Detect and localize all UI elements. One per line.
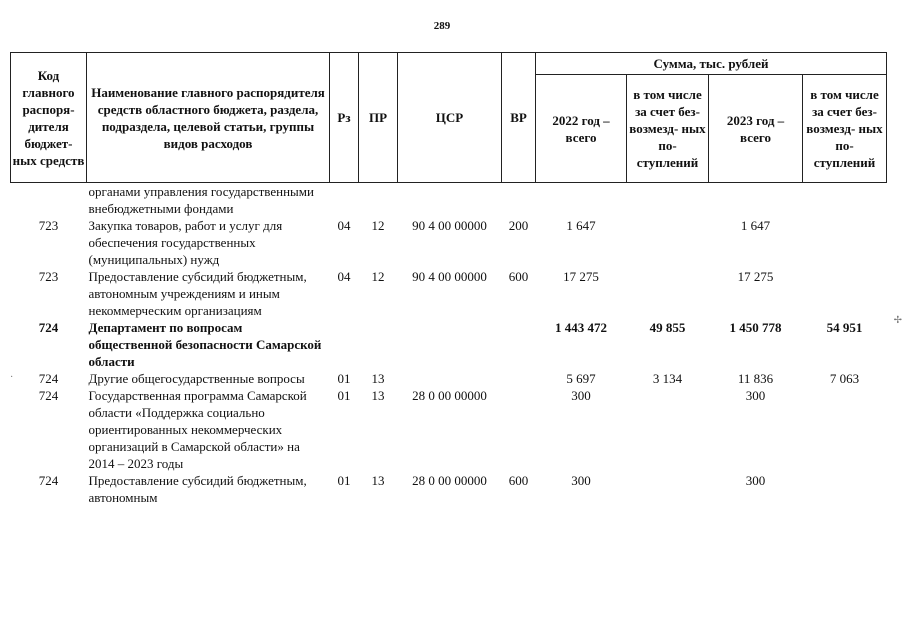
cell-pr: 12 xyxy=(371,269,385,284)
cell-2023-gratuitous: 7 063 xyxy=(829,371,860,386)
cell-2023-gratuitous xyxy=(803,217,887,268)
cell-pr: 13 xyxy=(371,388,385,403)
cell-pr: 13 xyxy=(371,473,385,488)
cell-vr: 200 xyxy=(508,218,529,233)
cell-rz xyxy=(330,319,359,370)
cell-2022-gratuitous: 49 855 xyxy=(649,320,686,335)
cell-2023-gratuitous xyxy=(803,268,887,319)
cell-name: Закупка товаров, работ и услуг для обеспечения государственных (муниципальных) нужд xyxy=(88,218,283,267)
header-csr: ЦСР xyxy=(398,53,502,183)
cell-csr xyxy=(398,183,502,218)
table-row xyxy=(11,268,887,319)
header-rz: Рз xyxy=(330,53,359,183)
cell-code: 724 xyxy=(38,473,59,488)
cell-pr xyxy=(359,183,398,218)
table-row xyxy=(11,183,887,218)
cell-2023-total: 1 450 778 xyxy=(729,320,782,335)
cell-2023-total: 17 275 xyxy=(737,269,774,284)
cell-csr: 28 0 00 00000 xyxy=(412,473,487,488)
cell-rz: 01 xyxy=(337,473,351,488)
cell-rz: 01 xyxy=(337,371,351,386)
cell-2023-total xyxy=(709,183,803,218)
cell-2022-gratuitous: 3 134 xyxy=(652,371,683,386)
cell-vr xyxy=(502,319,536,370)
cell-pr xyxy=(359,319,398,370)
cell-pr: 13 xyxy=(371,371,385,386)
cell-2022-gratuitous xyxy=(627,268,709,319)
cell-2022-total: 300 xyxy=(571,388,591,403)
cell-csr: 90 4 00 00000 xyxy=(412,218,487,233)
cell-2022-gratuitous xyxy=(627,217,709,268)
cell-name: Департамент по вопросам общественной безопасности Самарской области xyxy=(88,320,322,369)
cell-code: 723 xyxy=(38,269,59,284)
table-row xyxy=(11,387,887,472)
table-row xyxy=(11,319,887,370)
cell-vr: 600 xyxy=(508,269,529,284)
cell-2022-total: 1 443 472 xyxy=(555,320,607,335)
cell-vr: 600 xyxy=(508,473,529,488)
cell-name: органами управления государственными внебюджетными фондами xyxy=(88,184,314,216)
header-2023-gratuitous: в том числе за счет без- возмезд- ных по- ступлений xyxy=(803,75,887,183)
cell-2022-total: 1 647 xyxy=(566,218,596,233)
table-row xyxy=(11,472,887,506)
cell-csr xyxy=(398,319,502,370)
header-code: Код главного распоря- дителя бюджет- ных средств xyxy=(11,53,87,183)
budget-table xyxy=(10,52,887,506)
cell-2022-gratuitous xyxy=(627,387,709,472)
cell-code xyxy=(11,183,87,218)
cell-name: Предоставление субсидий бюджетным, автономным xyxy=(88,473,307,505)
cell-2022-total: 5 697 xyxy=(566,371,596,386)
scan-mark: · xyxy=(10,372,14,383)
cell-vr xyxy=(502,183,536,218)
header-pr: ПР xyxy=(359,53,398,183)
cell-2023-total: 1 647 xyxy=(740,218,771,233)
cell-2023-total: 300 xyxy=(745,473,766,488)
table-row xyxy=(11,370,887,387)
header-vr: ВР xyxy=(502,53,536,183)
cell-code: 724 xyxy=(38,320,59,335)
cell-code: 724 xyxy=(38,371,59,386)
table-row xyxy=(11,217,887,268)
cell-rz: 01 xyxy=(337,388,351,403)
cell-2023-total: 300 xyxy=(745,388,766,403)
cell-2022-total: 17 275 xyxy=(563,269,599,284)
header-2022-gratuitous: в том числе за счет без- возмезд- ных по- ступлений xyxy=(627,75,709,183)
header-2022-total: 2022 год – всего xyxy=(536,75,627,183)
cell-csr xyxy=(398,370,502,387)
cell-2023-gratuitous xyxy=(803,472,887,506)
cell-2022-gratuitous xyxy=(627,183,709,218)
cell-csr: 28 0 00 00000 xyxy=(412,388,487,403)
cell-2022-total xyxy=(536,183,627,218)
cell-name: Предоставление субсидий бюджетным, автономным учреждениям и иным некоммерческим организациям xyxy=(88,269,307,318)
cell-rz: 04 xyxy=(337,269,351,284)
cell-code: 724 xyxy=(38,388,59,403)
scan-mark: ✢ xyxy=(893,315,902,326)
cell-vr xyxy=(502,370,536,387)
cell-rz: 04 xyxy=(337,218,351,233)
header-sum: Сумма, тыс. рублей xyxy=(536,53,887,75)
cell-name: Государственная программа Самарской области «Поддержка социально ориентированных некоммерческих организаций в Самарской области» на 2014 – 2023 годы xyxy=(88,388,307,471)
cell-2023-gratuitous xyxy=(803,387,887,472)
cell-csr: 90 4 00 00000 xyxy=(412,269,487,284)
cell-rz xyxy=(330,183,359,218)
cell-vr xyxy=(502,387,536,472)
cell-pr: 12 xyxy=(371,218,385,233)
cell-2023-total: 11 836 xyxy=(737,371,774,386)
cell-code: 723 xyxy=(38,218,59,233)
cell-2023-gratuitous xyxy=(803,183,887,218)
cell-2023-gratuitous: 54 951 xyxy=(826,320,863,335)
cell-2022-total: 300 xyxy=(571,473,591,488)
header-name: Наименование главного распорядителя средств областного бюджета, раздела, подраздела, целевой статьи, группы видов расходов xyxy=(87,53,330,183)
header-2023-total: 2023 год – всего xyxy=(709,75,803,183)
page-number: 289 xyxy=(433,20,451,32)
cell-2022-gratuitous xyxy=(627,472,709,506)
cell-name: Другие общегосударственные вопросы xyxy=(88,371,305,386)
